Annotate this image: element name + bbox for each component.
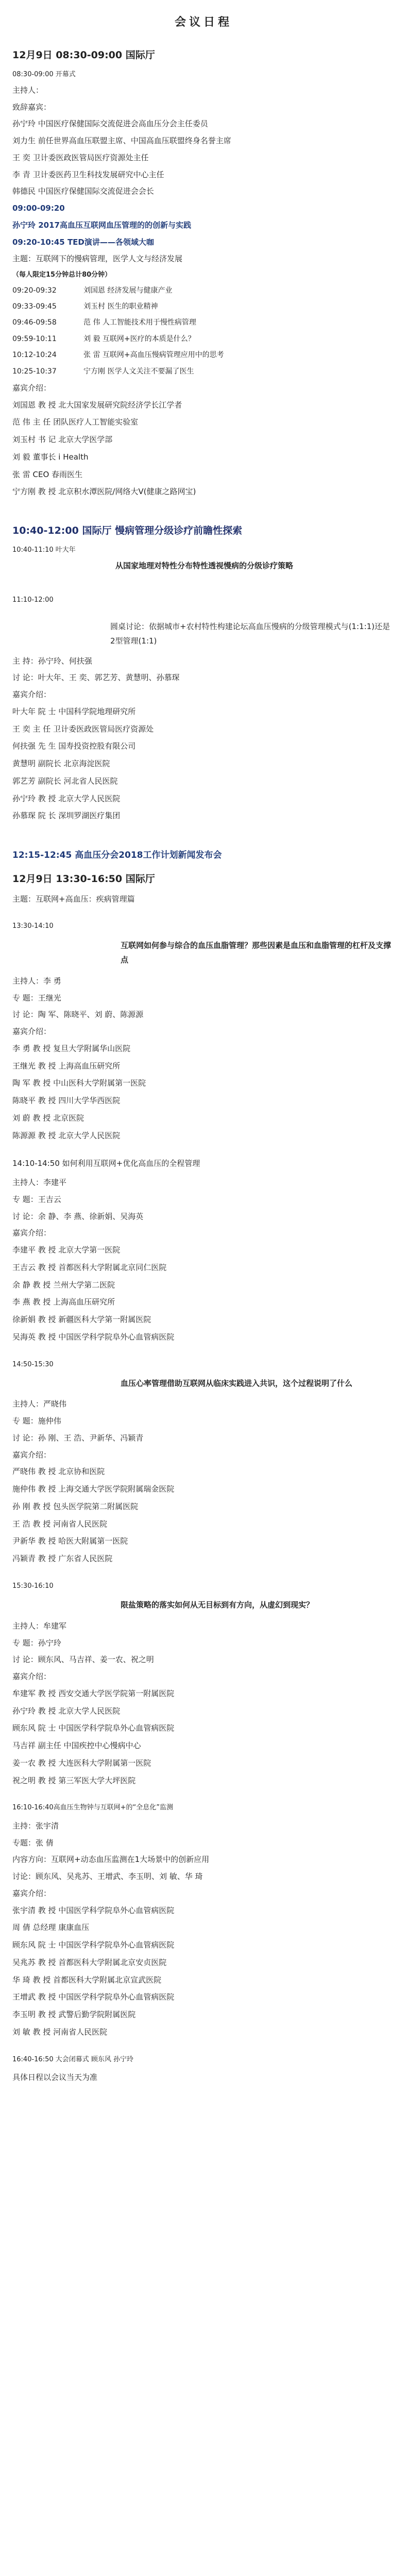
seg1-time: 13:30-14:10: [12, 922, 54, 930]
speaker-item: 王 奕 卫计委医政医管局医疗资源处主任: [12, 152, 149, 162]
guest-item: 李玉明 教 授 武警后勤学院附属医院: [12, 2010, 136, 2020]
seg2-guest-label: 嘉宾介绍：: [12, 1228, 52, 1238]
seg4-guests: [12, 1687, 395, 1787]
annual-header: 12:15-12:45 高血压分会2018工作计划新闻发布会: [12, 850, 222, 861]
guest-item: 刘国恩 教 授 北大国家发展研究院经济学长江学者: [12, 400, 182, 410]
ted-header: 09:20-10:45 TED演讲——各领域大咖: [12, 237, 154, 247]
seg4-guest-label: 嘉宾介绍：: [12, 1672, 52, 1682]
ted-guests: [12, 399, 395, 499]
seg5-discuss: 讨论：顾东风、吴兆苏、王增武、李玉明、刘 敏、华 琦: [12, 1872, 203, 1882]
seg4-time: 15:30-16:10: [12, 1582, 54, 1590]
seg1-discuss: 讨 论：陶 军、陈晓平、刘 蔚、陈源源: [12, 1010, 144, 1020]
guest-item: 王增武 教 授 中国医学科学院阜外心血管病医院: [12, 1992, 175, 2002]
seg1-title: 互联网如何参与综合的血压血脂管理？那些因素是血压和血脂管理的杠杆及支撑点: [121, 940, 392, 965]
guest-item: 张宇清 教 授 中国医学科学院阜外心血管病医院: [12, 1905, 175, 1915]
speaker-item: 韩德民 中国医疗保健国际交流促进会会长: [12, 187, 154, 196]
guest-item: 徐新娟 教 授 新疆医科大学第一附属医院: [12, 1315, 151, 1325]
ted-text: 刘 毅 互联网+医疗的本质是什么？: [83, 334, 195, 343]
guest-item: 宁方刚 教 授 北京积水潭医院/网络大V(健康之路网宝): [12, 487, 196, 497]
ted-time: 09:59-10:11: [12, 334, 57, 343]
ted-guest-label: 嘉宾介绍：: [12, 383, 52, 393]
seg3-discuss: 讨 论：孙 刚、王 浩、尹新华、冯颖青: [12, 1433, 144, 1443]
seg3-host: 主持人：严晓伟: [12, 1399, 67, 1409]
seg5-content: 内容方向：互联网+动态血压监测在1大场景中的创新应用: [12, 1855, 210, 1865]
seg4-discuss: 讨 论：顾东风、马吉祥、姜一农、祝之明: [12, 1655, 154, 1665]
day1b-theme: 主题：互联网+高血压：疾病管理篇: [12, 894, 135, 904]
seg4-expert: 专 题：孙宁玲: [12, 1638, 61, 1648]
ted-time: 09:20-09:32: [12, 286, 57, 295]
seg3-guest-label: 嘉宾介绍：: [12, 1450, 52, 1460]
ted-text: 宁方刚 医学人文关注不要漏了医生: [83, 367, 194, 376]
speaker-item: 李 青 卫计委医药卫生科技发展研究中心主任: [12, 170, 164, 179]
ted-row: [12, 301, 395, 312]
ted-row: [12, 333, 395, 345]
guest-item: 范 伟 主 任 团队医疗人工智能实验室: [12, 417, 139, 427]
guest-item: 余 静 教 授 兰州大学第二医院: [12, 1280, 115, 1290]
seg3-guests: [12, 1465, 395, 1565]
speech-speakers: [12, 117, 395, 198]
ted-time: 09:46-09:58: [12, 318, 57, 327]
forum1-header: 10:40-12:00 国际厅 慢病管理分级诊疗前瞻性探索: [12, 525, 243, 537]
seg2-discuss: 讨 论：余 静、李 燕、徐新娟、吴海英: [12, 1211, 144, 1221]
forum1-s2-time: 11:10-12:00: [12, 596, 54, 604]
seg5-title: 16:10-16:40高血压生物钟与互联网+的“全息化”监测: [12, 1804, 173, 1812]
seg5-guests: [12, 1904, 395, 2039]
forum1-s2-title: 圆桌讨论：依据城市+农村特性构建论坛高血压慢病的分级管理模式与(1:1:1)还是2型管理(1:1): [110, 621, 391, 646]
forum1-guest-label: 嘉宾介绍：: [12, 690, 52, 700]
guest-item: 张 雷 CEO 春雨医生: [12, 469, 83, 479]
guest-item: 刘 蔚 教 授 北京医院: [12, 1113, 84, 1123]
speaker-item: 孙宁玲 中国医疗保健国际交流促进会高血压分会主任委员: [12, 119, 208, 129]
ted-s1-talk: 孙宁玲 2017高血压互联网血压管理的的创新与实践: [12, 220, 191, 230]
guest-item: 李 勇 教 授 复旦大学附属华山医院: [12, 1043, 131, 1053]
ted-text: 刘国恩 经济发展与健康产业: [83, 286, 173, 295]
guest-item: 周 倩 总经理 康康血压: [12, 1923, 90, 1933]
forum1-discuss: 讨 论：叶大年、王 奕、郭艺芳、黄慧明、孙慕琛: [12, 673, 180, 683]
guest-item: 陈晓平 教 授 四川大学华西医院: [12, 1096, 121, 1106]
guest-item: 黄慧明 副院长 北京海淀医院: [12, 759, 110, 769]
guest-item: 孙宁玲 教 授 北京大学人民医院: [12, 1706, 121, 1716]
ted-text: 刘玉村 医生的职业精神: [83, 302, 158, 311]
day1-header: 12月9日 08:30-09:00 国际厅: [12, 49, 155, 61]
ted-row: [12, 317, 395, 328]
seg3-time: 14:50-15:30: [12, 1360, 54, 1368]
guest-item: 王 浩 教 授 河南省人民医院: [12, 1519, 108, 1529]
guest-item: 叶大年 院 士 中国科学院地理研究所: [12, 706, 136, 716]
ted-theme: 主题：互联网下的慢病管理，医学人文与经济发展: [12, 254, 183, 264]
open-time: 08:30-09:00 开幕式: [12, 70, 76, 78]
closing-note: 具体日程以会议当天为准: [12, 2073, 98, 2082]
seg5-guest-label: 嘉宾介绍：: [12, 1888, 52, 1898]
seg3-title: 血压心率管理借助互联网从临床实践进入共识，这个过程说明了什么: [121, 1378, 353, 1388]
guest-item: 陈源源 教 授 北京大学人民医院: [12, 1130, 121, 1140]
ted-time: 10:25-10:37: [12, 367, 57, 376]
speaker-item: 刘力生 前任世界高血压联盟主席、中国高血压联盟终身名誉主席: [12, 136, 231, 146]
guest-item: 孙 刚 教 授 包头医学院第二附属医院: [12, 1501, 139, 1511]
seg4-title: 限盐策略的落实如何从无目标到有方向，从虚幻到现实？: [121, 1600, 314, 1610]
forum1-host: 主 持：孙宁玲、何扶强: [12, 656, 92, 666]
ted-time: 10:12-10:24: [12, 351, 57, 360]
guest-item: 李 燕 教 授 上海高血压研究所: [12, 1297, 115, 1307]
guest-item: 郭艺芳 副院长 河北省人民医院: [12, 776, 118, 786]
forum1-guests: [12, 705, 395, 822]
guest-item: 李建平 教 授 北京大学第一医院: [12, 1245, 121, 1255]
ted-row: [12, 366, 395, 377]
guest-item: 顾东风 院 士 中国医学科学院阜外心血管病医院: [12, 1940, 175, 1950]
seg2-host: 主持人：李建平: [12, 1178, 67, 1188]
forum1-s1-title: 从国家地理对特性分布特性透视慢病的分级诊疗策略: [115, 561, 294, 571]
ted-row: [12, 349, 395, 361]
day1b-header: 12月9日 13:30-16:50 国际厅: [12, 873, 155, 885]
ted-row: [12, 285, 395, 296]
guest-item: 刘玉村 书 记 北京大学医学部: [12, 435, 113, 445]
guest-item: 王吉云 教 授 首都医科大学附属北京同仁医院: [12, 1262, 167, 1272]
guest-item: 何扶强 先 生 国寿投资控股有限公司: [12, 741, 136, 751]
guest-item: 吴海英 教 授 中国医学科学院阜外心血管病医院: [12, 1332, 175, 1342]
seg5-expert: 专题：张 倩: [12, 1838, 54, 1848]
speech-label: 致辞嘉宾：: [12, 102, 52, 112]
seg4-host: 主持人：牟建军: [12, 1621, 67, 1631]
seg3-expert: 专 题：施仲伟: [12, 1416, 61, 1426]
seg2-expert: 专 题：王吉云: [12, 1194, 61, 1204]
closing-header: 16:40-16:50 大会闭幕式 顾东风 孙宁玲: [12, 2055, 134, 2063]
host-label: 主持人：: [12, 85, 44, 95]
guest-item: 祝之明 教 授 第三军医大学大坪医院: [12, 1775, 136, 1785]
seg1-expert: 专 题：王继光: [12, 993, 61, 1003]
guest-item: 王 奕 主 任 卫计委医政医管局医疗资源处: [12, 724, 154, 734]
ted-text: 张 雷 互联网+高血压慢病管理应用中的思考: [83, 351, 224, 360]
guest-item: 严晓伟 教 授 北京协和医院: [12, 1467, 105, 1477]
guest-item: 姜一农 教 授 大连医科大学附属第一医院: [12, 1758, 151, 1768]
page-title: 会议日程: [174, 16, 232, 29]
seg5-host: 主持：张宇清: [12, 1821, 59, 1831]
ted-s1-time: 09:00-09:20: [12, 204, 65, 213]
guest-item: 牟建军 教 授 西安交通大学医学院第一附属医院: [12, 1688, 175, 1698]
guest-item: 孙慕琛 院 长 深圳罗湖医疗集团: [12, 811, 121, 821]
guest-item: 华 琦 教 授 首都医科大学附属北京宣武医院: [12, 1975, 162, 1985]
guest-item: 施仲伟 教 授 上海交通大学医学院附属瑞金医院: [12, 1484, 175, 1494]
guest-item: 刘 毅 董事长 i Health: [12, 452, 89, 462]
ted-text: 范 伟 人工智能技术用于慢性病管理: [83, 318, 196, 327]
ted-time: 09:33-09:45: [12, 302, 57, 311]
seg2-guests: [12, 1244, 395, 1344]
seg1-guests: [12, 1042, 395, 1142]
guest-item: 尹新华 教 授 哈医大附属第一医院: [12, 1536, 128, 1546]
ted-list: [12, 285, 395, 377]
seg1-host: 主持人：李 勇: [12, 976, 61, 986]
ted-note: （每人限定15分钟总计80分钟）: [12, 271, 112, 279]
seg2-title: 14:10-14:50 如何利用互联网+优化高血压的全程管理: [12, 1159, 200, 1168]
guest-item: 吴兆苏 教 授 首都医科大学附属北京安贞医院: [12, 1957, 167, 1967]
guest-item: 冯颖青 教 授 广东省人民医院: [12, 1554, 113, 1564]
guest-item: 陶 军 教 授 中山医科大学附属第一医院: [12, 1078, 146, 1088]
seg1-guest-label: 嘉宾介绍：: [12, 1027, 52, 1037]
guest-item: 顾东风 院 士 中国医学科学院阜外心血管病医院: [12, 1723, 175, 1733]
guest-item: 王继光 教 授 上海高血压研究所: [12, 1061, 121, 1071]
guest-item: 刘 敏 教 授 河南省人民医院: [12, 2027, 108, 2037]
forum1-s1-time: 10:40-11:10 叶大年: [12, 546, 76, 554]
guest-item: 孙宁玲 教 授 北京大学人民医院: [12, 793, 121, 803]
guest-item: 马吉祥 副主任 中国疾控中心慢病中心: [12, 1741, 141, 1751]
